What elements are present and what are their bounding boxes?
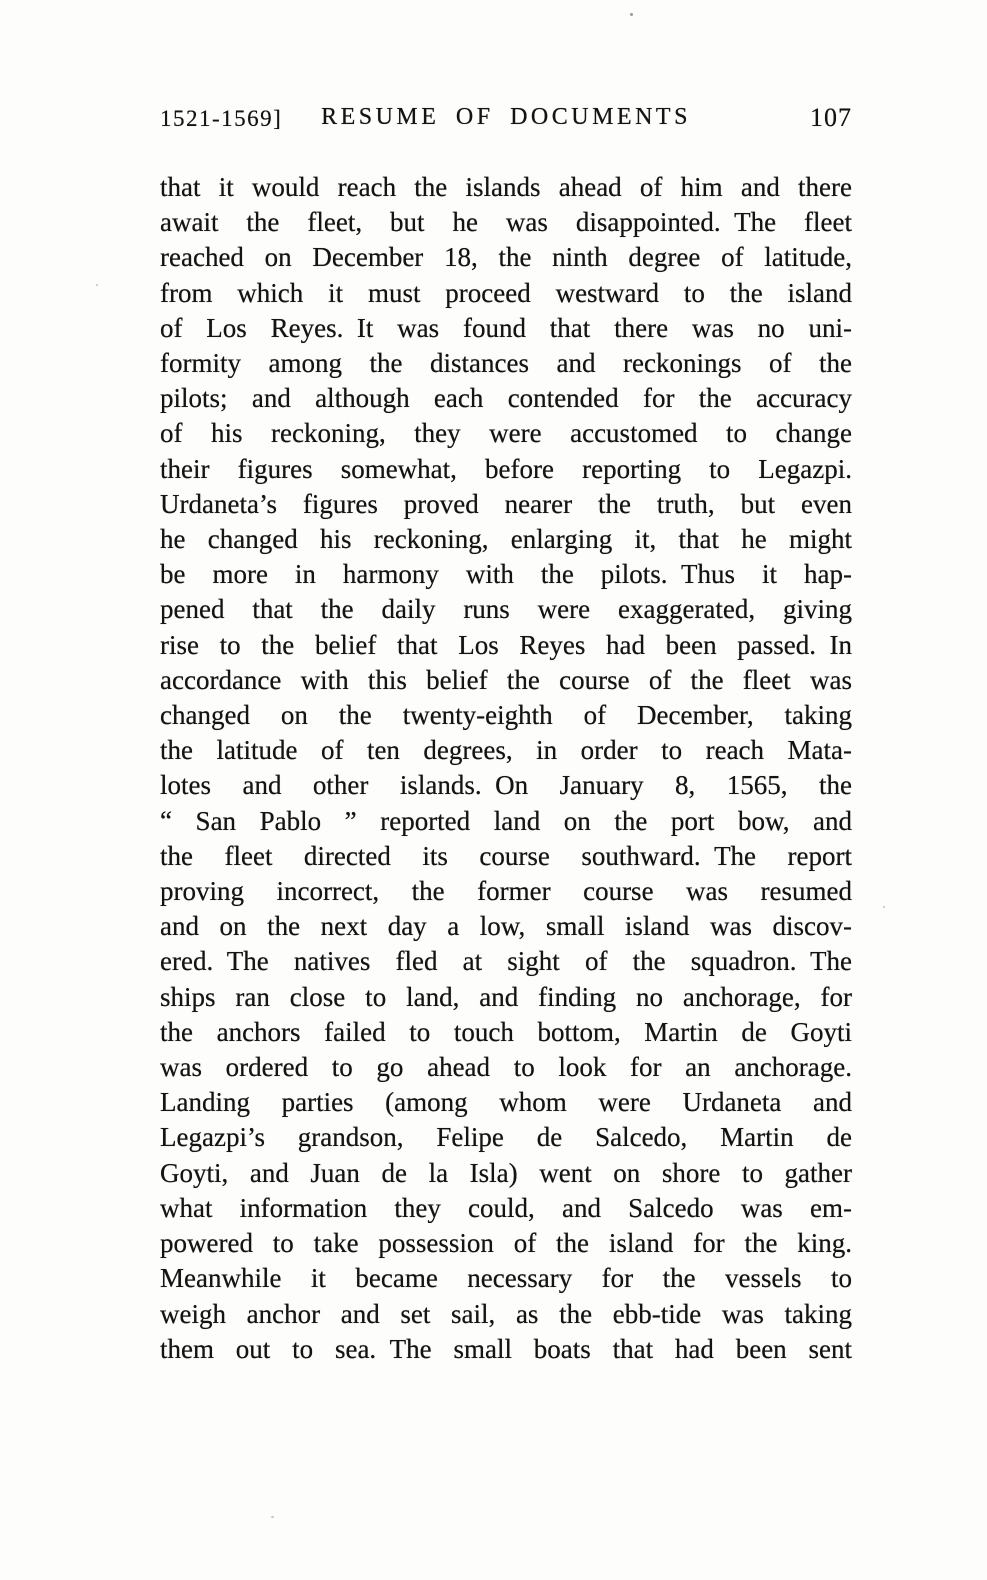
text-line: from which it must proceed westward to the island bbox=[160, 277, 852, 308]
text-line: powered to take possession of the island for the king. bbox=[160, 1228, 852, 1259]
scan-speck bbox=[271, 1516, 274, 1518]
text-line: Legazpi’s grandson, Felipe de Salcedo, Martin de bbox=[160, 1122, 852, 1153]
text-line: Goyti, and Juan de la Isla) went on shore to gather bbox=[160, 1157, 852, 1188]
text-line: them out to sea. The small boats that had been sent bbox=[160, 1333, 852, 1364]
header-page-number: 107 bbox=[810, 103, 852, 132]
text-line: “ San Pablo ” reported land on the port bow, and bbox=[160, 805, 852, 836]
scan-speck bbox=[630, 13, 633, 16]
text-line: was ordered to go ahead to look for an anchorage. bbox=[160, 1052, 852, 1083]
text-line: be more in harmony with the pilots. Thus it hap- bbox=[160, 559, 852, 590]
text-line: and on the next day a low, small island was discov- bbox=[160, 911, 852, 942]
body-text bbox=[160, 140, 852, 1367]
text-line: rise to the belief that Los Reyes had been passed. In bbox=[160, 629, 852, 660]
page-header bbox=[160, 0, 852, 140]
text-line: Meanwhile it became necessary for the vessels to bbox=[160, 1263, 852, 1294]
text-line: weigh anchor and set sail, as the ebb-tide was taking bbox=[160, 1298, 852, 1329]
text-line: pened that the daily runs were exaggerated, giving bbox=[160, 594, 852, 625]
text-line: of his reckoning, they were accustomed to change bbox=[160, 418, 852, 449]
text-line: that it would reach the islands ahead of him and there bbox=[160, 172, 852, 202]
scan-speck bbox=[883, 906, 885, 908]
text-line: await the fleet, but he was disappointed. The fleet bbox=[160, 207, 852, 238]
header-running-title: RESUME OF DOCUMENTS bbox=[321, 104, 691, 130]
text-line: formity among the distances and reckonings of the bbox=[160, 348, 852, 379]
text-line: the anchors failed to touch bottom, Martin de Goyti bbox=[160, 1016, 852, 1047]
text-line: pilots; and although each contended for the accuracy bbox=[160, 383, 852, 414]
scan-speck bbox=[96, 284, 98, 286]
text-line: Landing parties (among whom were Urdaneta and bbox=[160, 1087, 852, 1118]
text-line: the latitude of ten degrees, in order to reach Mata- bbox=[160, 735, 852, 766]
text-line: of Los Reyes. It was found that there was no uni- bbox=[160, 312, 852, 343]
text-line: changed on the twenty-eighth of December, taking bbox=[160, 700, 852, 731]
text-line: lotes and other islands. On January 8, 1565, the bbox=[160, 770, 852, 801]
text-line: proving incorrect, the former course was resumed bbox=[160, 876, 852, 907]
text-line: reached on December 18, the ninth degree of latitude, bbox=[160, 242, 852, 273]
text-line: accordance with this belief the course of the fleet was bbox=[160, 664, 852, 695]
text-line: their figures somewhat, before reporting to Legazpi. bbox=[160, 453, 852, 484]
text-line: the fleet directed its course southward. The report bbox=[160, 840, 852, 871]
text-line: Urdaneta’s figures proved nearer the truth, but even bbox=[160, 488, 852, 519]
text-line: ered. The natives fled at sight of the squadron. The bbox=[160, 946, 852, 977]
text-line: he changed his reckoning, enlarging it, that he might bbox=[160, 524, 852, 555]
text-line: ships ran close to land, and finding no anchorage, for bbox=[160, 981, 852, 1012]
header-date-range: 1521-1569] bbox=[160, 106, 283, 131]
text-line: what information they could, and Salcedo was em- bbox=[160, 1192, 852, 1223]
